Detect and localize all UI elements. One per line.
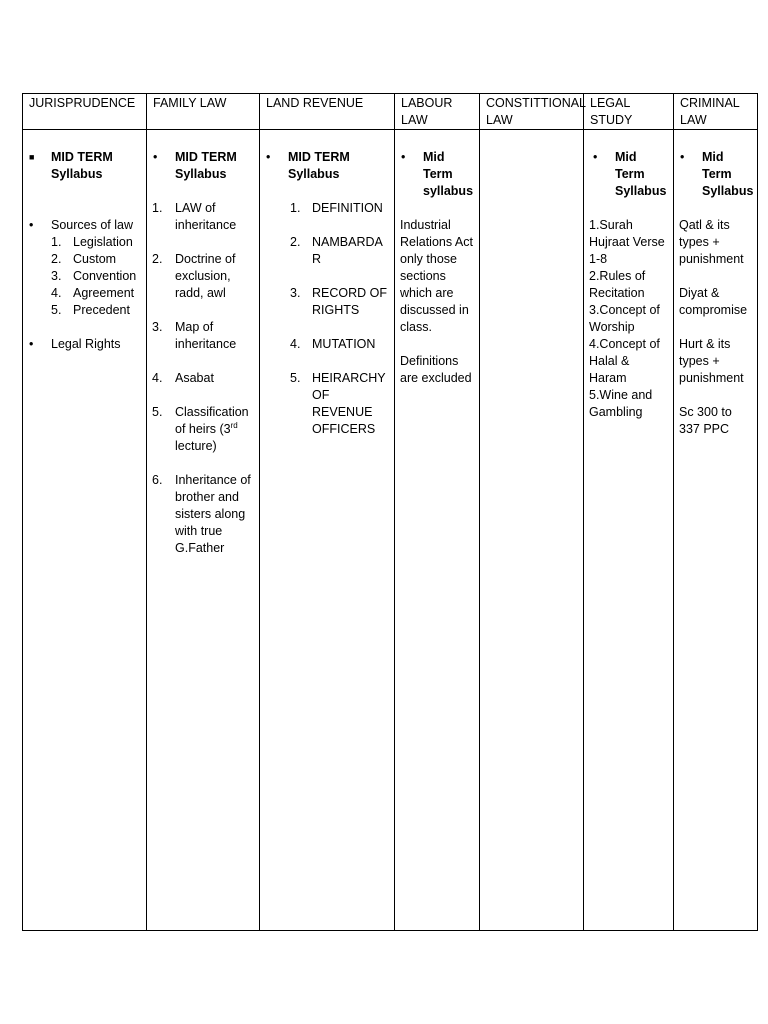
list-item — [28, 217, 142, 234]
criminal-law-text — [679, 217, 753, 438]
list-item: 4. MUTATION — [290, 337, 376, 351]
legal-study-heading: Mid Term Syllabus — [615, 150, 667, 198]
jurisprudence-heading: MID TERM Syllabus — [51, 150, 113, 181]
list-item: 3. Convention — [51, 269, 137, 283]
list-item: 2. Custom — [51, 252, 117, 266]
list-item — [152, 149, 255, 183]
header-land-revenue: LAND REVENUE — [260, 94, 395, 130]
header-jurisprudence: JURISPRUDENCE — [23, 94, 147, 130]
list-item — [400, 149, 475, 200]
legal-study-list — [589, 217, 669, 421]
bullet-icon: • — [680, 150, 685, 164]
sources-list — [28, 234, 142, 319]
header-constitutional-law: CONSTITTIONAL LAW — [480, 94, 584, 130]
list-item: 2. Doctrine of exclusion, radd, awl — [152, 252, 236, 300]
cell-criminal-law — [674, 130, 758, 931]
list-item: 1. LAW of inheritance — [152, 201, 237, 232]
criminal-law-heading: Mid Term Syllabus — [702, 150, 754, 198]
labour-law-text — [400, 217, 475, 387]
list-item: 4.Concept of Halal & Haram — [589, 337, 660, 385]
criminal-law-paragraph: Hurt & its types + punishment — [679, 337, 744, 385]
cell-labour-law — [395, 130, 480, 931]
list-item: 4. Asabat — [152, 371, 214, 385]
sources-label: Sources of law — [51, 218, 133, 232]
list-item: 5. Precedent — [51, 303, 130, 317]
list-item — [589, 149, 669, 200]
bullet-icon: • — [29, 337, 34, 351]
list-item: 4. Agreement — [51, 286, 135, 300]
legal-rights: Legal Rights — [51, 337, 121, 351]
header-labour-law: LABOUR LAW — [395, 94, 480, 130]
bullet-icon: • — [401, 150, 406, 164]
list-item: 5. Classification of heirs (3rd lecture) — [152, 405, 249, 453]
list-item: 3. RECORD OF RIGHTS — [290, 286, 387, 317]
list-item: 6. Inheritance of brother and sisters along with true G.Father — [152, 473, 251, 555]
cell-land-revenue — [260, 130, 395, 931]
bullet-icon: • — [593, 150, 598, 164]
list-item: 1.Surah Hujraat Verse 1-8 — [589, 218, 665, 266]
list-item: 1. Legislation — [51, 235, 133, 249]
header-row — [23, 94, 758, 130]
header-family-law: FAMILY LAW — [147, 94, 260, 130]
square-bullet-icon: ■ — [29, 152, 35, 162]
cell-constitutional-law — [480, 130, 584, 931]
labour-law-paragraph: Definitions are excluded — [400, 354, 472, 385]
list-item: 5.Wine and Gambling — [589, 388, 653, 419]
header-legal-study: LEGAL STUDY — [584, 94, 674, 130]
content-row — [23, 130, 758, 931]
list-item: 5. HEIRARCHY OF REVENUE OFFICERS — [290, 371, 386, 436]
list-item — [28, 149, 142, 183]
list-item: 3. Map of inheritance — [152, 320, 237, 351]
list-item — [679, 149, 753, 200]
criminal-law-paragraph: Qatl & its types + punishment — [679, 218, 744, 266]
list-item — [28, 336, 142, 353]
bullet-icon: • — [153, 150, 158, 164]
list-item: 3.Concept of Worship — [589, 303, 660, 334]
cell-family-law — [147, 130, 260, 931]
list-item: 1. DEFINITION — [290, 201, 383, 215]
header-criminal-law: CRIMINAL LAW — [674, 94, 758, 130]
syllabus-table — [22, 93, 758, 931]
labour-law-heading: Mid Term syllabus — [423, 150, 474, 198]
labour-law-paragraph: Industrial Relations Act only those sections which are discussed in class. — [400, 218, 473, 334]
cell-legal-study — [584, 130, 674, 931]
bullet-icon: • — [29, 218, 34, 232]
family-law-list — [152, 200, 255, 557]
cell-jurisprudence — [23, 130, 147, 931]
list-item: 2. NAMBARDAR — [290, 235, 383, 266]
list-item — [265, 149, 390, 183]
criminal-law-paragraph: Sc 300 to 337 PPC — [679, 405, 732, 436]
land-revenue-heading: MID TERM Syllabus — [288, 150, 350, 181]
land-revenue-list — [265, 200, 390, 438]
bullet-icon: • — [266, 150, 271, 164]
family-law-heading: MID TERM Syllabus — [175, 150, 237, 181]
list-item: 2.Rules of Recitation — [589, 269, 646, 300]
criminal-law-paragraph: Diyat & compromise — [679, 286, 748, 317]
